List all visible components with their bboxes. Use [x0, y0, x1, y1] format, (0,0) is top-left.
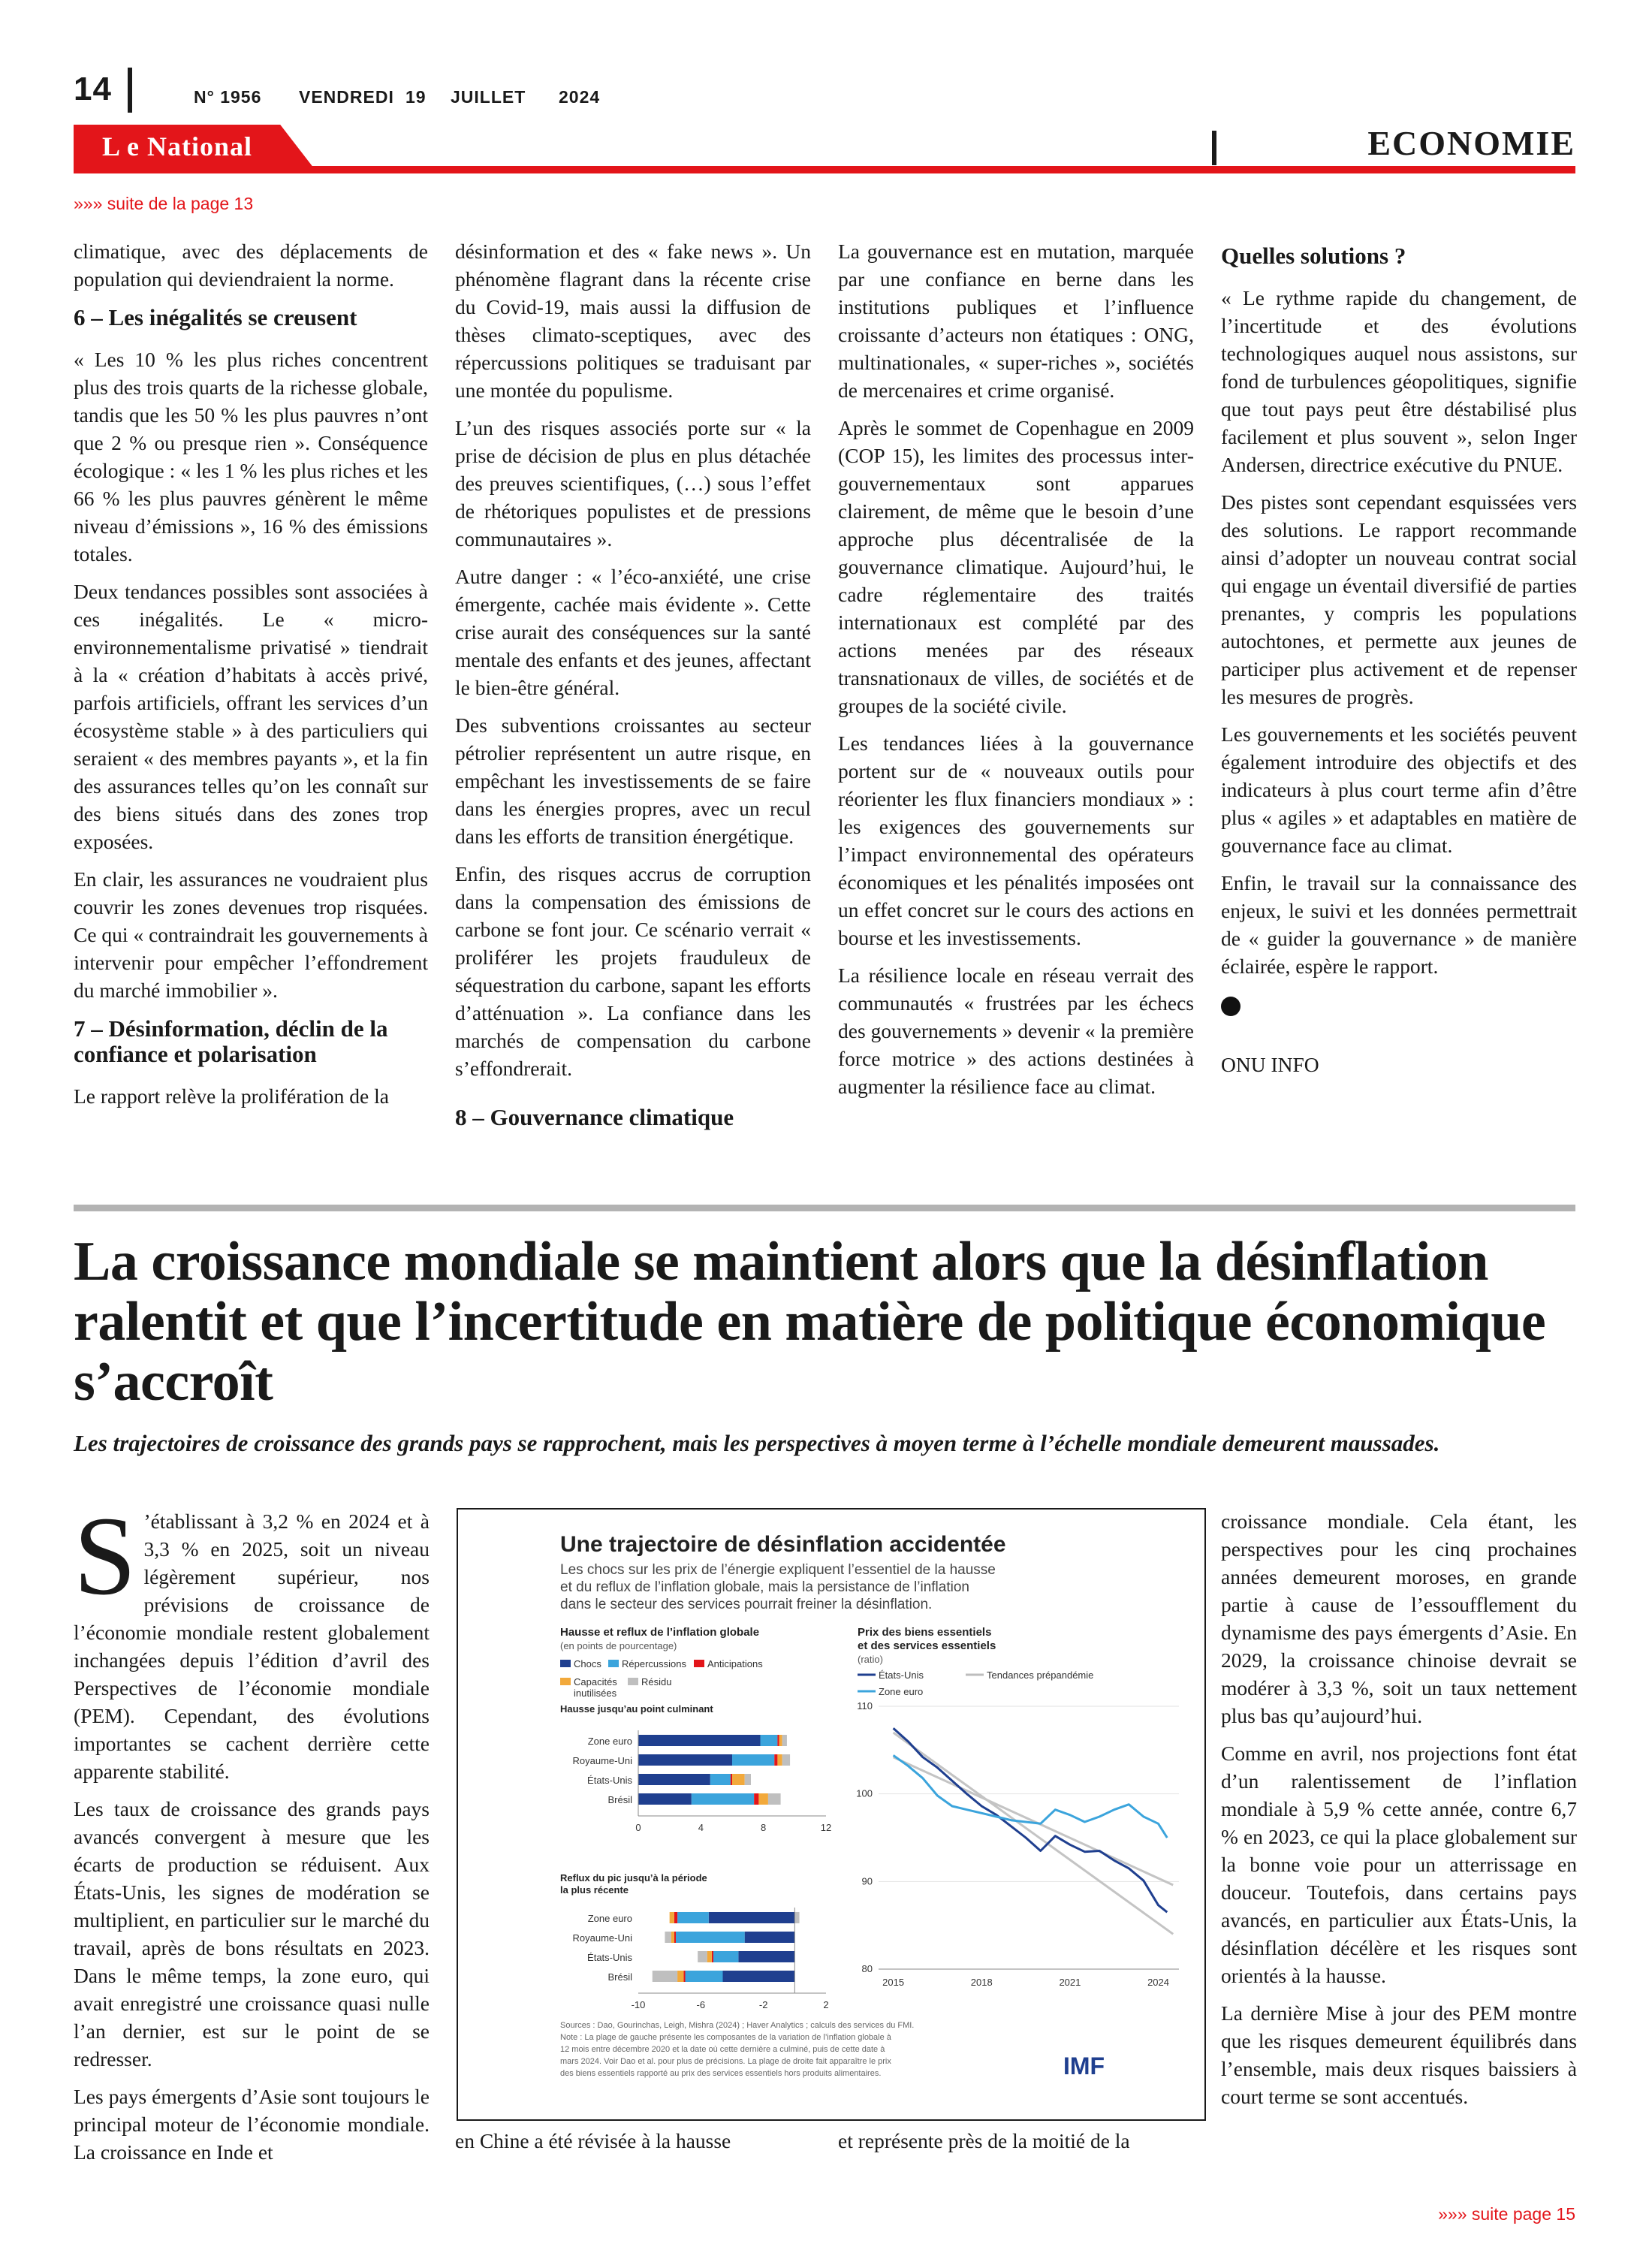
article-separator — [74, 1205, 1575, 1211]
prev-article-column-2 — [455, 237, 811, 1145]
legend-swatch-residu — [628, 1678, 638, 1685]
y-tick-label: 80 — [861, 1963, 873, 1974]
paragraph: La résilience locale en réseau verrait des communautés « frustrées par les échecs des gouvernements » devenir « la première force motrice » des actions destinées à augmenter la résilience face au climat. — [838, 964, 1194, 1098]
legend-label-anticipations: Anticipations — [707, 1658, 763, 1669]
bar-segment — [782, 1754, 790, 1766]
subheading: 7 – Désinformation, déclin de la confiance et polarisation — [74, 1015, 388, 1067]
subheading: 6 – Les inégalités se creusent — [74, 304, 357, 330]
paragraph: Les gouvernements et les sociétés peuvent également introduire des objectifs et des indicateurs à plus court terme afin d’être plus « agiles » et adaptables en matière de gouvernance face au climat. — [1221, 722, 1577, 857]
figure-sources-line: des biens essentiels rapporté au prix des services essentiels hors produits alimentaires. — [560, 2069, 882, 2078]
bar-segment — [677, 1912, 709, 1923]
bar-segment — [794, 1912, 799, 1923]
issue-day: VENDREDI — [299, 87, 394, 107]
bar-segment — [653, 1971, 677, 1982]
x-tick-label: 2015 — [882, 1977, 905, 1988]
x-tick-label: -6 — [696, 1999, 706, 2010]
legend-label-repercussions: Répercussions — [622, 1658, 686, 1669]
paragraph: Les pays émergents d’Asie sont toujours le principal moteur de l’économie mondiale. La croissance en Inde et — [74, 2085, 430, 2164]
right-chart-title: Prix des biens essentiels — [858, 1626, 992, 1639]
legend-swatch-chocs — [560, 1660, 571, 1667]
left-chart-unit: (en points de pourcentage) — [560, 1640, 677, 1651]
category-label: Royaume-Uni — [572, 1932, 632, 1944]
paragraph: Les taux de croissance des grands pays avancés convergent à mesure que les écarts de production se réduisent. Aux États-Unis, les signes de modération se multiplient, en particulier sur le marché du travail, après de bons résultats en 2023. Dans le même temps, la zone euro, qui avait enregistré une croissance quasi nulle l’an dernier, est sur le point de se redresser. — [74, 1797, 430, 2071]
section-title: ECONOMIE — [1367, 124, 1575, 162]
imf-logo: IMF — [1063, 2052, 1105, 2080]
article-column-2-bottom — [455, 2127, 811, 2155]
y-tick-label: 110 — [857, 1700, 873, 1712]
end-of-article-mark — [1221, 990, 1577, 1018]
bar-segment — [731, 1774, 732, 1785]
issue-month: JUILLET — [451, 87, 526, 107]
paragraph: L’un des risques associés porte sur « la prise de décision de plus en plus détachée des preuves scientifiques, (…) sous l’effet de rhétoriques populistes et de pressions communautaires ». — [455, 416, 811, 550]
article-column-3-bottom — [838, 2127, 1194, 2155]
legend-label-us: États-Unis — [879, 1669, 924, 1681]
right-chart-lines — [894, 1728, 1174, 1934]
bar-segment — [683, 1971, 685, 1982]
bar-segment — [745, 1932, 795, 1943]
bar-segment — [665, 1932, 671, 1943]
x-tick-label: 0 — [635, 1822, 641, 1833]
paragraph: Enfin, des risques accrus de corruption dans la compensation des émissions de carbone se font jour. Ce scénario verrait « proliférer les projets frauduleux de séquestration du carbone, sapant les efforts d’atténuation ». La confiance dans les marchés de compensation du carbone s’effondrerait. — [455, 862, 811, 1080]
article-column-4 — [1221, 1507, 1577, 2110]
panel-a-bars — [573, 1735, 791, 1805]
bar-segment — [710, 1774, 731, 1785]
continued-to-link[interactable]: »»» suite page 15 — [1438, 2204, 1575, 2224]
legend-label-capacites-2: inutilisées — [574, 1687, 617, 1699]
bar-segment — [761, 1735, 778, 1746]
bar-segment — [638, 1793, 692, 1805]
prev-article-column-4 — [1221, 237, 1577, 1078]
bar-segment — [698, 1951, 707, 1962]
bar-segment — [638, 1754, 732, 1766]
prev-article-column-3 — [838, 237, 1194, 1100]
paragraph: « Les 10 % les plus riches concentrent plus des trois quarts de la richesse globale, tandis que les 50 % les plus pauvres n’ont que 2 % ou presque rien ». Conséquence écologique : « les 1 % les plus riches et les 66 % les plus pauvres génèrent le même niveau d’émissions », 16 % des émissions totales. — [74, 348, 428, 566]
bar-segment — [671, 1932, 674, 1943]
page-number: 14 — [74, 71, 112, 107]
figure-sources-line: Note : La plage de gauche présente les composantes de la variation de l’inflation globale à — [560, 2033, 891, 2042]
imf-chart-figure — [457, 1508, 1206, 2121]
bar-segment — [670, 1912, 674, 1923]
series-line-zone-euro — [894, 1755, 1168, 1838]
brand-name: L e National — [102, 131, 253, 161]
series-line-tendances-pr-pand-mie — [894, 1733, 1174, 1934]
bar-segment — [712, 1951, 713, 1962]
paragraph: en Chine a été révisée à la hausse — [455, 2129, 731, 2152]
x-tick-label: 2021 — [1059, 1977, 1081, 1988]
x-tick-label: 4 — [698, 1822, 704, 1833]
figure-sources-line: 12 mois entre décembre 2020 et la date où cette dernière a culminé, puis de cette date à — [560, 2045, 885, 2054]
bar-segment — [674, 1932, 676, 1943]
article-column-1 — [74, 1494, 430, 2166]
paragraph: Les tendances liées à la gouvernance portent sur de « nouveaux outils pour réorienter les flux financiers mondiaux » : les exigences des gouvernements sur l’impact environnemental des opérateurs économiques et les pénalités imposées ont un effet concret sur le cours des actions en bourse et les investissements. — [838, 731, 1194, 949]
bar-segment — [723, 1971, 795, 1982]
bar-segment — [686, 1971, 723, 1982]
left-chart-title: Hausse et reflux de l’inflation globale — [560, 1626, 760, 1639]
bar-segment — [782, 1735, 787, 1746]
header-red-rule — [74, 166, 1575, 173]
bar-segment — [676, 1932, 745, 1943]
legend-label-residu: Résidu — [641, 1676, 672, 1687]
article-deck: Les trajectoires de croissance des grands pays se rapprochent, mais les perspectives à moyen terme à l’échelle mondiale demeurent maussades. — [74, 1430, 1440, 1456]
paragraph: ’établissant à 3,2 % en 2024 et à 3,3 % en 2025, soit un niveau légèrement supérieur, nos prévisions de croissance de l’économie mondiale restent globalement inchangées depuis l’édition d’avril des Perspectives de l’économie mondiale (PEM). Cependant, des évolutions importantes se cachent derrière cette apparente stabilité. — [74, 1510, 430, 1783]
bar-segment — [638, 1735, 761, 1746]
bar-segment — [768, 1793, 781, 1805]
panel-b-bars — [573, 1912, 800, 1983]
figure-subtitle-line: et du reflux de l’inflation globale, mais la persistance de l’inflation — [560, 1579, 969, 1595]
continued-from-link[interactable]: »»» suite de la page 13 — [74, 194, 254, 213]
legend-label-capacites: Capacités — [574, 1676, 617, 1687]
issue-year: 2024 — [559, 87, 601, 107]
figure-title: Une trajectoire de désinflation accidentée — [560, 1532, 1006, 1557]
prev-article-column-1 — [74, 237, 428, 1110]
x-tick-label: -10 — [631, 1999, 646, 2010]
category-label: Zone euro — [587, 1913, 632, 1924]
paragraph: climatique, avec des déplacements de population qui deviendraient la norme. — [74, 240, 428, 291]
y-tick-label: 90 — [861, 1875, 873, 1887]
headline: La croissance mondiale se maintient alors que la désinflation ralentit et que l’incertitude en matière de politique économique s’accroît — [74, 1231, 1546, 1413]
paragraph: La gouvernance est en mutation, marquée par une confiance en berne dans les institutions publiques et l’influence croissante d’acteurs non étatiques : ONG, multinationales, « super-riches », sociétés de mercenaires et crime organisé. — [838, 240, 1194, 402]
right-chart-unit: (ratio) — [858, 1654, 883, 1665]
bar-segment — [777, 1754, 782, 1766]
x-tick-label: -2 — [758, 1999, 768, 2010]
article-source: ONU INFO — [1221, 1053, 1319, 1076]
panel-a-title: Hausse jusqu’au point culminant — [560, 1703, 713, 1715]
legend-swatch-capacites — [560, 1678, 571, 1685]
bar-segment — [713, 1951, 738, 1962]
bar-segment — [745, 1774, 751, 1785]
legend-label-ez: Zone euro — [879, 1686, 924, 1697]
paragraph: et représente près de la moitié de la — [838, 2129, 1130, 2152]
x-tick-label: 2024 — [1147, 1977, 1170, 1988]
right-chart-title-2: et des services essentiels — [858, 1639, 996, 1652]
paragraph: désinformation et des « fake news ». Un phénomène flagrant dans la récente crise du Covid-19, mais aussi la diffusion de thèses climato-sceptiques, avec des répercussions politiques se traduisant par une montée du populisme. — [455, 240, 811, 402]
paragraph: Des pistes sont cependant esquissées vers des solutions. Le rapport recommande ainsi d’adopter un nouveau contrat social qui engage un éventail diversifié de parties prenantes, y compris les populations autochtones, et permette aux jeunes de participer plus activement et de repenser les mesures de progrès. — [1221, 490, 1577, 708]
category-label: Zone euro — [587, 1736, 632, 1747]
legend-swatch-repercussions — [608, 1660, 619, 1667]
paragraph: croissance mondiale. Cela étant, les perspectives pour les cinq prochaines années demeurent moroses, en grande partie à cause de l’essoufflement du dynamisme des pays émergents d’Asie. En 2029, la croissance chinoise devrait se modérer à 3,3 %, soit un taux nettement plus bas qu’aujourd’hui. — [1221, 1510, 1577, 1727]
bar-segment — [777, 1735, 779, 1746]
x-tick-label: 12 — [820, 1822, 832, 1833]
drop-cap: S — [74, 1494, 137, 1618]
paragraph: Enfin, le travail sur la connaissance des enjeux, le suivi et les données permettrait de « guider la gouvernance » de manière éclairée, espère le rapport. — [1221, 871, 1577, 978]
header-divider — [128, 68, 132, 113]
subheading: Quelles solutions ? — [1221, 243, 1406, 269]
bar-segment — [677, 1971, 683, 1982]
category-label: Brésil — [607, 1794, 632, 1805]
figure-sources-line: Sources : Dao, Gourinchas, Leigh, Mishra (2024) ; Haver Analytics ; calculs des services du FMI. — [560, 2021, 915, 2030]
issue-date-num: 19 — [405, 87, 427, 107]
y-tick-label: 100 — [856, 1787, 873, 1799]
paragraph: Des subventions croissantes au secteur pétrolier représentent un autre risque, en empêchant les investissements de se faire dans les énergies propres, avec un recul dans les efforts de transition énergétique. — [455, 713, 811, 848]
paragraph: « Le rythme rapide du changement, de l’incertitude et des évolutions technologiques auquel nous assistons, sur fond de turbulences géopolitiques, signifie que tout pays peut être déstabilisé plus facilement et plus souvent », selon Inger Andersen, directrice exécutive du PNUE. — [1221, 286, 1577, 476]
x-tick-label: 2 — [823, 1999, 829, 2010]
bar-segment — [674, 1912, 677, 1923]
subheading: 8 – Gouvernance climatique — [455, 1104, 734, 1130]
figure-subtitle-line: Les chocs sur les prix de l’énergie expliquent l’essentiel de la hausse — [560, 1562, 996, 1578]
issue-number: N° 1956 — [194, 87, 262, 107]
panel-b-title-2: la plus récente — [560, 1884, 629, 1896]
paragraph: Deux tendances possibles sont associées à ces inégalités. Le « micro-environnementalisme privatisé » tiendrait à la « création d’habitats à accès privé, parfois artificiels, offrant les services d’un écosystème stable » à des particuliers qui seraient « des membres payants », et la fin des assurances telles qu’on les connaît sur des biens situés dans des zones trop exposées. — [74, 580, 428, 853]
x-tick-label: 8 — [761, 1822, 767, 1833]
paragraph: Comme en avril, nos projections font état d’un ralentissement de l’inflation mondiale à 5,9 % cette année, contre 6,7 % en 2023, ce qui la place globalement sur la bonne voie pour un atterrissage en douceur. Toutefois, dans certains pays avancés, en particulier aux États-Unis, la désinflation décélère et les risques sont orientés à la hausse. — [1221, 1742, 1577, 1987]
legend-swatch-anticipations — [694, 1660, 704, 1667]
bar-segment — [692, 1793, 754, 1805]
bar-segment — [638, 1774, 710, 1785]
x-tick-label: 2018 — [970, 1977, 993, 1988]
paragraph: En clair, les assurances ne voudraient plus couvrir les zones devenues trop risquées. Ce qui « contraindrait les gouvernements à intervenir pour empêcher l’effondrement du marché immobilier ». — [74, 867, 428, 1002]
bar-segment — [758, 1793, 768, 1805]
bar-segment — [738, 1951, 794, 1962]
right-chart-grid — [856, 1700, 1179, 1988]
category-label: Royaume-Uni — [572, 1755, 632, 1766]
paragraph: La dernière Mise à jour des PEM montre que les risques demeurent équilibrés dans l’ensemble, mais deux risques baissiers à court terme se sont accentués. — [1221, 2001, 1577, 2108]
bar-segment — [709, 1912, 795, 1923]
paragraph: Le rapport relève la prolifération de la — [74, 1084, 389, 1108]
bar-segment — [754, 1793, 758, 1805]
figure-sources-line: mars 2024. Voir Dao et al. pour plus de précisions. La plage de droite fait apparaître le prix — [560, 2057, 891, 2066]
category-label: États-Unis — [587, 1775, 632, 1786]
legend-label-chocs: Chocs — [574, 1658, 601, 1669]
bar-segment — [779, 1735, 782, 1746]
paragraph: Après le sommet de Copenhague en 2009 (COP 15), les limites des processus inter-gouvernementaux sont apparues clairement, de même que le besoin d’une approche plus décentralisée de la gouvernance climatique. Aujourd’hui, le cadre réglementaire des traités internationaux est complété par des actions menées par des réseaux transnationaux de villes, de sociétés et de groupes de la société civile. — [838, 416, 1194, 717]
bar-segment — [732, 1774, 745, 1785]
section-divider — [1212, 131, 1216, 165]
figure-subtitle-line: dans le secteur des services pourrait freiner la désinflation. — [560, 1597, 933, 1612]
panel-b-title: Reflux du pic jusqu’à la période — [560, 1872, 707, 1884]
bar-segment — [774, 1754, 777, 1766]
category-label: États-Unis — [587, 1952, 632, 1963]
bar-segment — [732, 1754, 774, 1766]
paragraph: Autre danger : « l’éco-anxiété, une crise émergente, cachée mais évidente ». Cette crise aurait des conséquences sur la santé mentale des enfants et des jeunes, affectant le bien-être général. — [455, 565, 811, 699]
legend-label-trend: Tendances prépandémie — [987, 1669, 1094, 1681]
category-label: Brésil — [607, 1971, 632, 1983]
series-line-tendances-pr-pand-mie — [894, 1757, 1174, 1885]
bar-segment — [707, 1951, 712, 1962]
